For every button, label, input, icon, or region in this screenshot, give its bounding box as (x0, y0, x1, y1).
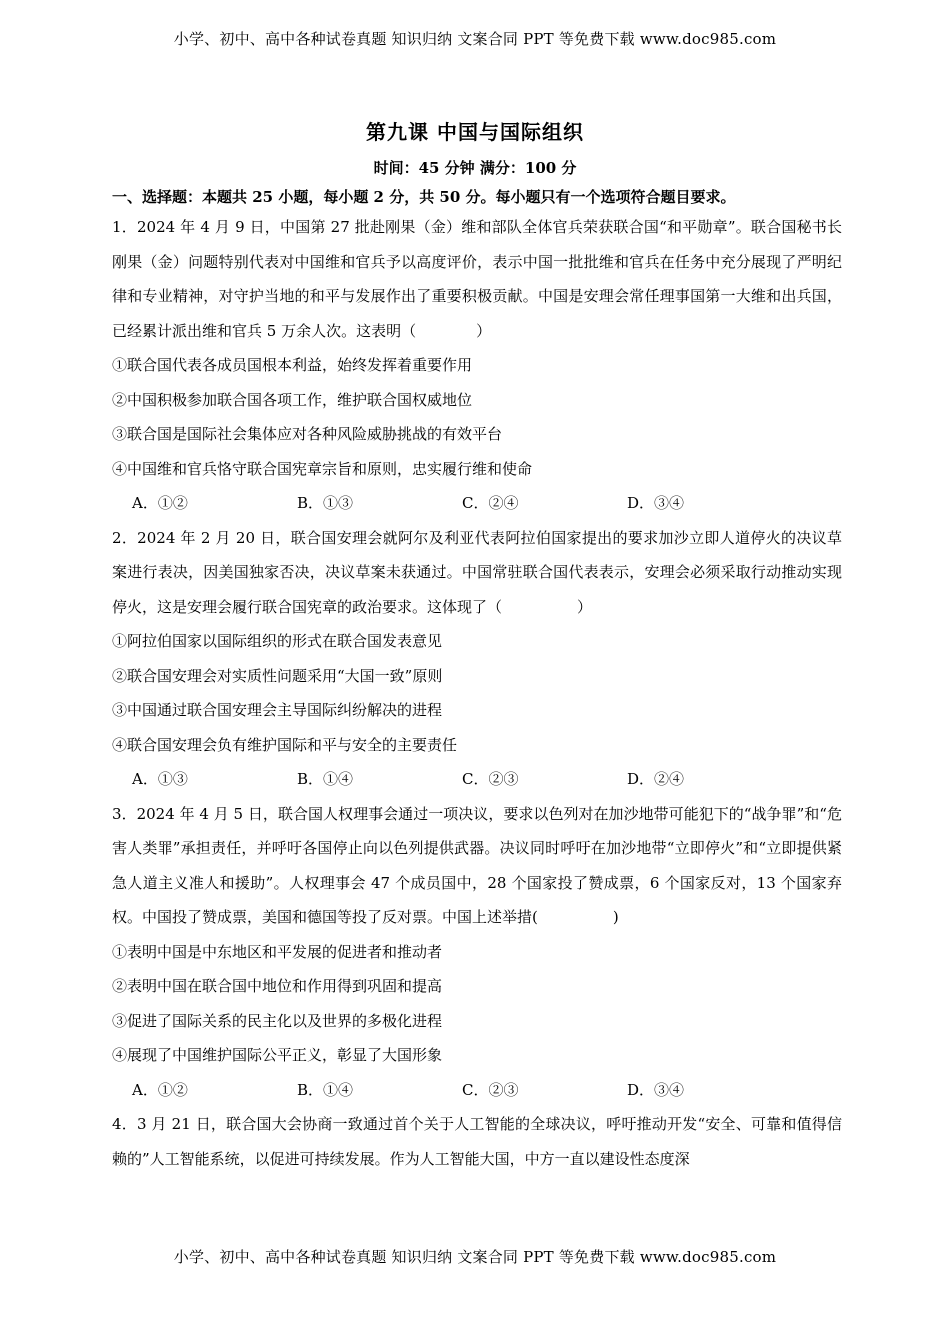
statement-item: ②联合国安理会对实质性问题采用“大国一致”原则 (112, 666, 443, 685)
statement-item: ④联合国安理会负有维护国际和平与安全的主要责任 (112, 735, 458, 754)
questions-body (112, 210, 842, 1176)
option-b: B．①④ (297, 770, 354, 788)
statement-item: ②表明中国在联合国中地位和作用得到巩固和提高 (112, 977, 443, 995)
option-c: C．②③ (462, 770, 519, 788)
statement-item: ③联合国是国际社会集体应对各种风险威胁挑战的有效平台 (112, 425, 503, 443)
statement-item: ③中国通过联合国安理会主导国际纠纷解决的进程 (112, 701, 443, 719)
option-a: A．①② (132, 494, 188, 512)
statement-item: ①联合国代表各成员国根本利益，始终发挥着重要作用 (112, 356, 473, 374)
answer-options (112, 1073, 842, 1108)
page-footer: 小学、初中、高中各种试卷真题 知识归纳 文案合同 PPT 等免费下载 www.doc985.com (173, 1248, 777, 1266)
question-stem: 2．2024 年 2 月 20 日，联合国安理会就阿尔及利亚代表阿拉伯国家提出的要求加沙立即人道停火的决议草案进行表决，因美国独家否决，决议草案未获通过。中国常驻联合国代表表示，安理会必须采取行动推动实现停火，这是安理会履行联合国宪章的政治要求。这体现了（ ） (112, 528, 842, 616)
statement-item: ④展现了中国维护国际公平正义，彰显了大国形象 (112, 1046, 443, 1064)
statement-item: ④中国维和官兵恪守联合国宪章宗旨和原则，忠实履行维和使命 (112, 459, 533, 478)
answer-options (112, 486, 842, 521)
statement-item: ②中国积极参加联合国各项工作，维护联合国权威地位 (112, 390, 473, 409)
section-heading: 一、选择题：本题共 25 小题，每小题 2 分，共 50 分。每小题只有一个选项符合题目要求。 (112, 188, 736, 206)
option-a: A．①③ (132, 770, 188, 788)
question-1 (112, 210, 842, 521)
statement-item: ③促进了国际关系的民主化以及世界的多极化进程 (112, 1011, 443, 1030)
option-c: C．②③ (462, 1080, 519, 1099)
question-2 (112, 521, 842, 797)
question-stem: 4．3 月 21 日，联合国大会协商一致通过首个关于人工智能的全球决议，呼吁推动开发“安全、可靠和值得信赖的”人工智能系统，以促进可持续发展。作为人工智能大国，中方一直以建设性态度深 (112, 1115, 842, 1168)
statement-item: ①阿拉伯国家以国际组织的形式在联合国发表意见 (112, 632, 443, 650)
statement-item: ①表明中国是中东地区和平发展的促进者和推动者 (112, 942, 443, 961)
option-d: D．③④ (627, 1080, 685, 1099)
option-c: C．②④ (462, 494, 519, 512)
page-title: 第九课 中国与国际组织 (366, 120, 584, 144)
exam-info: 时间：45 分钟 满分：100 分 (373, 159, 577, 177)
option-b: B．①④ (297, 1080, 354, 1099)
option-b: B．①③ (297, 494, 354, 512)
question-stem: 3．2024 年 4 月 5 日，联合国人权理事会通过一项决议，要求以色列对在加沙地带可能犯下的“战争罪”和“危害人类罪”承担责任，并呼吁各国停止向以色列提供武器。决议同时呼吁在加沙地带“立即停火”和“立即提供紧急人道主义准人和援助”。人权理事会 47 个成员国中，28 个国家投了赞成票，6 个国家反对，13 个国家弃权。中国投了赞成票，美国和德国等投了反对票。中国上述举措( ) (112, 804, 842, 926)
question-3 (112, 797, 842, 1108)
option-d: D．②④ (627, 770, 685, 788)
answer-options (112, 762, 842, 797)
question-4 (112, 1107, 842, 1176)
option-a: A．①② (132, 1080, 188, 1099)
page-header: 小学、初中、高中各种试卷真题 知识归纳 文案合同 PPT 等免费下载 www.doc985.com (173, 30, 777, 48)
option-d: D．③④ (627, 494, 685, 512)
question-stem: 1．2024 年 4 月 9 日，中国第 27 批赴刚果（金）维和部队全体官兵荣获联合国“和平勋章”。联合国秘书长刚果（金）问题特别代表对中国维和官兵予以高度评价，表示中国一批批维和官兵在任务中充分展现了严明纪律和专业精神，对守护当地的和平与发展作出了重要积极贡献。中国是安理会常任理事国第一大维和出兵国，已经累计派出维和官兵 5 万余人次。这表明（ ） (112, 218, 842, 340)
